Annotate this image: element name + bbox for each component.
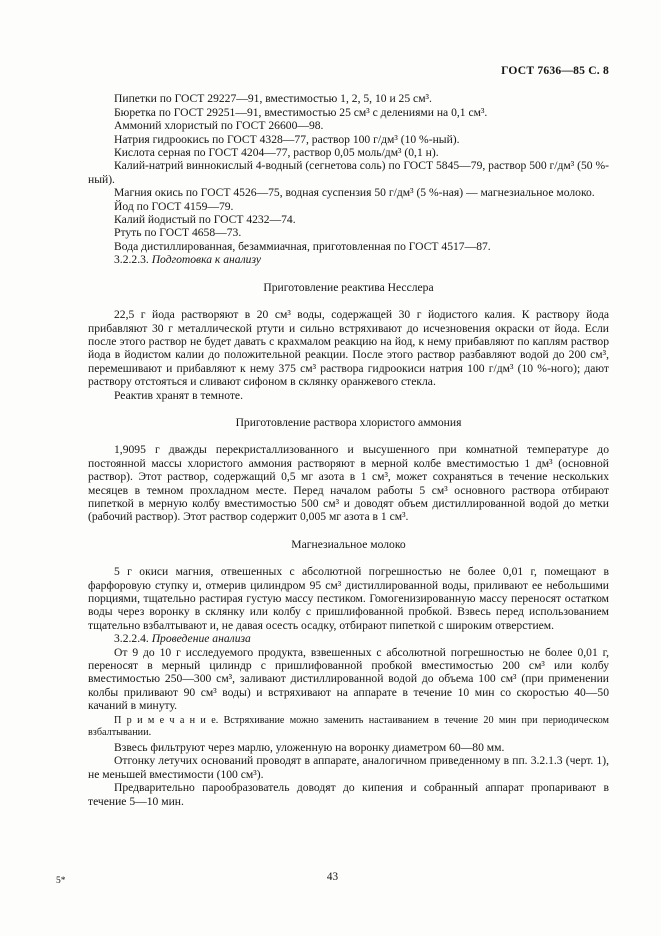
reagent-line-iodine: Йод по ГОСТ 4159—79. — [114, 199, 234, 213]
reagent-line-rochelle-salt: Калий-натрий виннокислый 4-водный (сегнетова соль) по ГОСТ 5845—79, раствор 500 г/дм³ (50 %-ный). — [88, 159, 609, 186]
page-content — [88, 64, 609, 808]
reagent-line-distilled-water: Вода дистиллированная, безаммиачная, приготовленная по ГОСТ 4517—87. — [114, 239, 491, 253]
note-text: Встряхивание можно заменить настаиванием в течение 20 мин при периодическом взбалтывании. — [88, 714, 609, 738]
doc-reference: ГОСТ 7636—85 С. 8 — [501, 64, 609, 77]
reagent-line-ammonium-chloride: Аммоний хлористый по ГОСТ 26600—98. — [114, 119, 324, 133]
paragraph-steaming: Предварительно парообразователь доводят до кипения и собранный аппарат пропаривают в течение 5—10 мин. — [88, 781, 609, 808]
paragraph-magnesia-preparation: 5 г окиси магния, отвешенных с абсолютной погрешностью не более 0,01 г, помещают в фарфоровую ступку и, отмерив цилиндром 95 см³ дистиллированной воды, приливают ее небольшими порциями, тщательно растирая густую массу пестиком. Гомогенизированную массу переносят остатком воды через воронку в склянку или колбу с пришлифованной пробкой. Взвесь перед использованием тщательно взбалтывают и, не давая осесть осадку, отбирают пипеткой с широким отверстием. — [88, 565, 609, 632]
clause-3224-number: 3.2.2.4. — [114, 632, 149, 646]
paragraph-distillation: Отгонку летучих оснований проводят в аппарате, аналогичном приведенному в пп. 3.2.1.3 (черт. 1), не меньшей вместимости (100 см³). — [88, 754, 609, 781]
page-footer — [56, 871, 609, 887]
clause-3224-line — [88, 632, 609, 645]
reagent-line-burette: Бюретка по ГОСТ 29251—91, вместимостью 25 см³ с делениями на 0,1 см³. — [114, 105, 488, 119]
paragraph-nessler-storage: Реактив хранят в темноте. — [114, 388, 243, 402]
reagent-line-magnesium-oxide: Магния окись по ГОСТ 4526—75, водная суспензия 50 г/дм³ (5 %-ная) — магнезиальное молоко. — [114, 186, 595, 200]
heading-magnesia-milk: Магнезиальное молоко — [291, 537, 406, 551]
clause-3223-line — [88, 253, 609, 266]
reagent-line-mercury: Ртуть по ГОСТ 4658—73. — [114, 226, 242, 240]
signature-mark: 5* — [56, 876, 66, 886]
paragraph-nessler-preparation: 22,5 г йода растворяют в 20 см³ воды, содержащей 30 г йодистого калия. К раствору йода прибавляют 30 г металлической ртути и сильно встряхивают до исчезновения окраски от йода. Если после этого раствор не будет давать с крахмалом реакцию на йод, к нему прибавляют по каплям раствор йода в йодистом калии до положительной реакции. После этого раствор разбавляют водой до 200 см³, перемешивают и прибавляют к нему 375 см³ раствора гидроокиси натрия 100 г/дм³ (10 %-ного); дают раствору отстояться и сливают сифоном в склянку оранжевого стекла. — [88, 308, 609, 389]
heading-ammonium-chloride-solution: Приготовление раствора хлористого аммония — [235, 415, 462, 429]
reagent-line-sulfuric-acid: Кислота серная по ГОСТ 4204—77, раствор 0,05 моль/дм³ (0,1 н). — [114, 146, 439, 160]
note-label: П р и м е ч а н и е. — [114, 714, 219, 726]
reagent-line-potassium-iodide: Калий йодистый по ГОСТ 4232—74. — [114, 213, 296, 227]
clause-3223-number: 3.2.2.3. — [114, 253, 149, 267]
page-number: 43 — [326, 871, 339, 883]
paragraph-ammonium-preparation: 1,9095 г дважды перекристаллизованного и высушенного при комнатной температуре до постоянной массы хлористого аммония растворяют в мерной колбе вместимостью 1 дм³ (основной раствор). Этот раствор, содержащий 0,5 мг азота в 1 см³, может сохраняться в течение нескольких месяцев в темном прохладном месте. Перед началом работы 5 см³ основного раствора отбирают пипеткой в мерную колбу вместимостью 500 см³ и доводят объем дистиллированной водой до метки (рабочий раствор). Этот раствор содержит 0,005 мг азота в 1 см³. — [88, 443, 609, 524]
reagent-line-sodium-hydroxide: Натрия гидроокись по ГОСТ 4328—77, раствор 100 г/дм³ (10 %-ный). — [114, 132, 460, 146]
heading-nessler-reagent: Приготовление реактива Несслера — [263, 280, 434, 294]
reagent-line-pipettes: Пипетки по ГОСТ 29227—91, вместимостью 1, 2, 5, 10 и 25 см³. — [114, 92, 432, 106]
clause-3223-title: Подготовка к анализу — [151, 253, 262, 267]
clause-3224-title: Проведение анализа — [151, 632, 251, 646]
note-paragraph — [88, 715, 609, 739]
paragraph-filtering: Взвесь фильтруют через марлю, уложенную на воронку диаметром 60—80 мм. — [114, 741, 505, 755]
paragraph-analysis-procedure: От 9 до 10 г исследуемого продукта, взвешенных с абсолютной погрешностью не более 0,01 г, переносят в мерный цилиндр с пришлифованной пробкой вместимостью 200 см³ или колбу вместимостью 250—300 см³, заливают дистиллированной водой до объема 100 см³ (при применении колбы приливают 90 см³ воды) и встряхивают на аппарате в течение 10 мин со скоростью 40—50 качаний в минуту. — [88, 645, 609, 713]
